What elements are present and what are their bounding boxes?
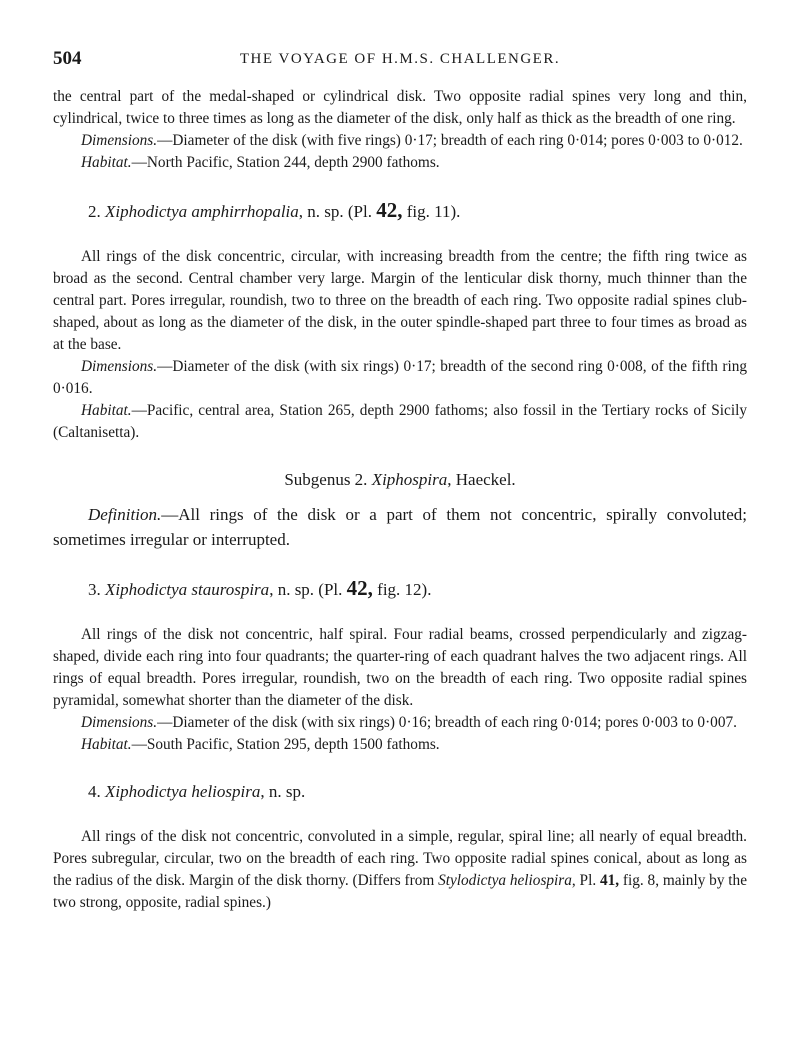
species-4-description — [53, 826, 747, 914]
description-text: All rings of the disk not concentric, convoluted in a simple, regular, spiral line; all nearly of equal breadth. Pores subregular, circular, two on the breadth of each ring. Two opposite radial spines conical, about as long as the radius of the disk. Margin of the disk thorny. (Differs from — [53, 828, 747, 889]
dimensions-label: Dimensions. — [81, 714, 158, 731]
subgenus-name: Xiphospira — [371, 470, 448, 489]
subgenus-heading — [53, 468, 747, 492]
reference-tail: fig. 8, mainly by the two strong, opposite, radial spines.) — [53, 872, 747, 911]
figure-ref: fig. 11). — [406, 202, 461, 221]
species-3-description: All rings of the disk not concentric, half spiral. Four radial beams, crossed perpendicularly and zigzag-shaped, divide each ring into four quadrants; the quarter-ring of each quadrant halves the two adjacent rings. All rings of equal breadth. Pores irregular, roundish, two on the breadth of each ring. Two opposite radial spines pyramidal, somewhat shorter than the diameter of the disk. — [53, 626, 747, 709]
species-name: Xiphodictya heliospira — [105, 782, 261, 801]
dimensions-text: —Diameter of the disk (with five rings) 0·17; breadth of each ring 0·014; pores 0·003 to 0·012. — [157, 132, 743, 149]
habitat-2 — [53, 400, 747, 444]
reference-plate-number: 41, — [599, 872, 620, 889]
habitat-text: —South Pacific, Station 295, depth 1500 fathoms. — [131, 736, 440, 753]
reference-plate-prefix: , Pl. — [571, 872, 597, 889]
species-3-heading — [88, 576, 747, 602]
reference-species-name: Stylodictya heliospira — [438, 872, 572, 889]
habitat-label: Habitat. — [81, 402, 132, 419]
dimensions-3 — [53, 712, 747, 734]
species-suffix: , n. sp. — [260, 782, 306, 801]
dimensions-text: —Diameter of the disk (with six rings) 0·16; breadth of each ring 0·014; pores 0·003 to 0·007. — [157, 714, 737, 731]
page-header — [53, 48, 747, 72]
page-body — [53, 86, 747, 914]
species-4-heading — [88, 780, 747, 804]
definition-text: —All rings of the disk or a part of them not concentric, spirally convoluted; sometimes irregular or interrupted. — [53, 505, 747, 549]
page-number: 504 — [53, 48, 82, 69]
habitat-text: —Pacific, central area, Station 265, depth 2900 fathoms; also fossil in the Tertiary rocks of Sicily (Caltanisetta). — [53, 402, 747, 441]
definition-label: Definition. — [88, 505, 162, 524]
running-title: THE VOYAGE OF H.M.S. CHALLENGER. — [239, 51, 561, 67]
figure-ref: fig. 12). — [377, 580, 432, 599]
plate-number: 42, — [376, 198, 403, 222]
dimensions-1 — [53, 130, 747, 152]
species-2-heading — [88, 198, 747, 224]
species-suffix: , n. sp. (Pl. — [298, 202, 372, 221]
species-name: Xiphodictya staurospira — [105, 580, 270, 599]
species-name: Xiphodictya amphirrhopalia — [105, 202, 299, 221]
dimensions-label: Dimensions. — [81, 358, 158, 375]
habitat-label: Habitat. — [81, 154, 132, 171]
subgenus-author: , Haeckel. — [447, 470, 516, 489]
dimensions-2 — [53, 356, 747, 400]
dimensions-label: Dimensions. — [81, 132, 158, 149]
habitat-1 — [53, 152, 747, 174]
subgenus-definition — [53, 502, 747, 552]
habitat-3 — [53, 734, 747, 756]
plate-number: 42, — [346, 576, 373, 600]
habitat-text: —North Pacific, Station 244, depth 2900 fathoms. — [131, 154, 440, 171]
continuation-paragraph: the central part of the medal-shaped or cylindrical disk. Two opposite radial spines very long and thin, cylindrical, twice to three times as long as the diameter of the disk, only half as thick as the breadth of one ring. — [53, 88, 747, 127]
species-suffix: , n. sp. (Pl. — [269, 580, 343, 599]
species-2-description: All rings of the disk concentric, circular, with increasing breadth from the centre; the fifth ring twice as broad as the second. Central chamber very large. Margin of the lenticular disk thorny, much thinner than the central part. Pores irregular, roundish, two to three on the breadth of each ring. Two opposite radial spines club-shaped, about as long as the diameter of the disk, in the outer spindle-shaped part three to four times as broad as at the base. — [53, 248, 747, 353]
subgenus-prefix: Subgenus 2. — [284, 470, 368, 489]
species-number: 2. — [88, 202, 101, 221]
habitat-label: Habitat. — [81, 736, 132, 753]
dimensions-text: —Diameter of the disk (with six rings) 0·17; breadth of the second ring 0·008, of the fifth ring 0·016. — [53, 358, 747, 397]
species-number: 4. — [88, 782, 101, 801]
species-number: 3. — [88, 580, 101, 599]
